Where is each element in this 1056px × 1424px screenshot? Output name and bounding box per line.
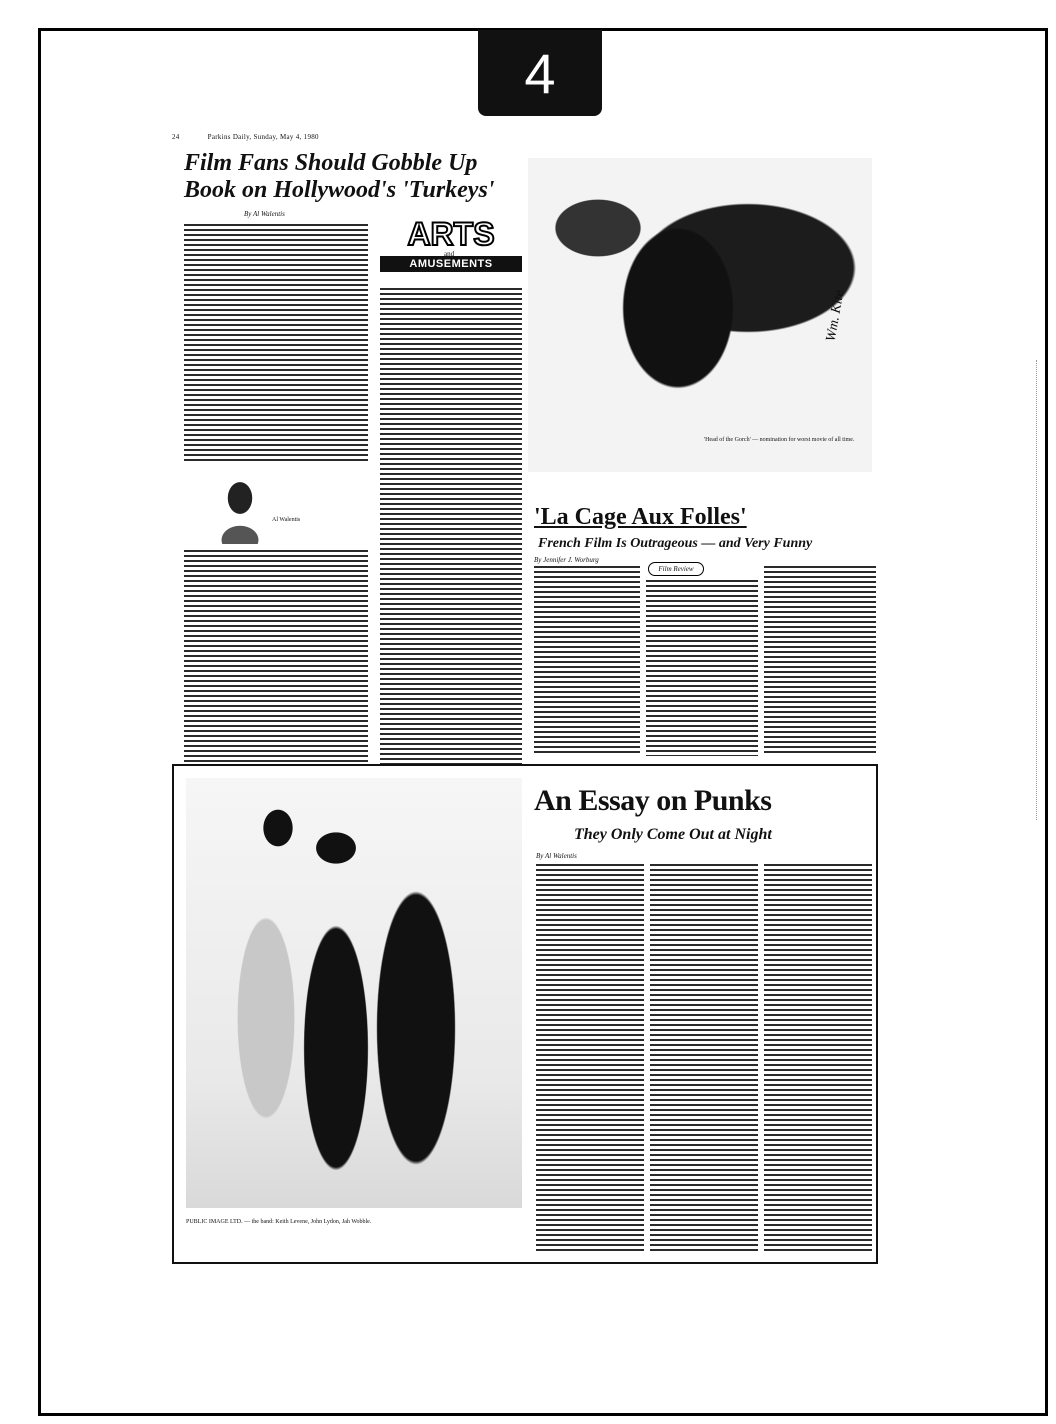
article1-byline: By Al Walentis	[244, 210, 285, 218]
turkey-photo	[528, 158, 872, 472]
article2-byline: By Jennifer J. Worburg	[534, 556, 599, 564]
article3-subhead: They Only Come Out at Night	[574, 826, 772, 843]
running-header	[172, 132, 552, 142]
article3-byline: By Al Walentis	[536, 852, 577, 860]
page-number-tab	[478, 30, 602, 116]
film-review-tag: Film Review	[648, 562, 704, 576]
flag-arts: ARTS	[407, 216, 495, 252]
article1-column-1a	[184, 224, 368, 464]
article2-column-3	[764, 566, 876, 756]
scan-edge	[1036, 360, 1047, 820]
flag-amusements: AMUSEMENTS	[380, 256, 522, 272]
bottom-photo-caption: PUBLIC IMAGE LTD. — the band: Keith Levene, John Lydon, Jah Wobble.	[186, 1219, 372, 1225]
flag-and: and	[444, 250, 455, 258]
runhead-paper: Parkins Daily, Sunday, May 4, 1980	[207, 133, 319, 141]
arts-amusements-flag	[380, 216, 522, 284]
article3-column-1	[536, 864, 644, 1252]
author-name: Al Walentis	[272, 517, 301, 523]
runhead-page: 24	[172, 133, 180, 141]
page-number: 4	[524, 41, 556, 105]
article1-column-2	[380, 288, 522, 804]
article3-column-2	[650, 864, 758, 1252]
article2-column-2	[646, 580, 758, 756]
author-portrait	[212, 470, 268, 544]
article2-column-1	[534, 566, 640, 756]
article2-subhead: French Film Is Outrageous — and Very Funny	[538, 536, 813, 551]
article2-headline: 'La Cage Aux Folles'	[534, 504, 747, 530]
punks-essay-box	[172, 764, 878, 1264]
article3-column-3	[764, 864, 872, 1252]
article1-headline: Film Fans Should Gobble Up Book on Hollywood's 'Turkeys'	[184, 150, 495, 203]
article1-column-1b	[184, 550, 368, 800]
top-photo-caption: 'Head of the Gorch' — nomination for worst movie of all time.	[704, 437, 855, 443]
newspaper-page	[168, 118, 882, 1268]
punk-band-photo	[186, 778, 522, 1208]
article3-headline: An Essay on Punks	[534, 784, 772, 817]
photo-signature: Wm. Kite	[823, 288, 848, 343]
